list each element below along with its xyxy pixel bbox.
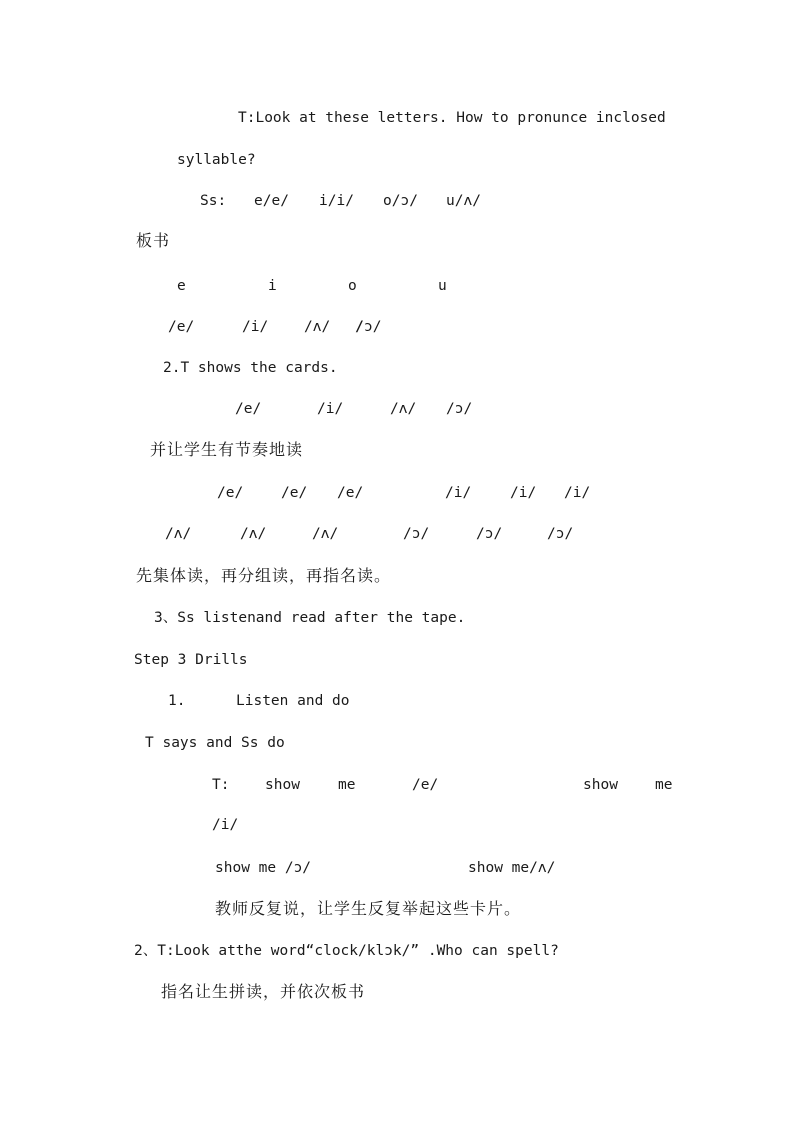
letter-item: o — [348, 278, 357, 294]
letter-item: e — [177, 278, 186, 294]
step-heading: Step 3 Drills — [134, 652, 248, 668]
text-line: 2、T:Look atthe word“clock/klɔk/” .Who can spell? — [134, 943, 559, 959]
phoneme-item: /ɔ/ — [476, 526, 503, 542]
text-line: show me /ɔ/ — [215, 860, 312, 876]
letter-item: i — [268, 278, 277, 294]
letter-item: u — [438, 278, 447, 294]
text-line: Ss: — [200, 193, 227, 209]
phoneme-item: /i/ — [317, 401, 344, 417]
text-line: 板书 — [136, 231, 171, 250]
text-line: show — [583, 777, 618, 793]
phoneme-item: /ʌ/ — [165, 526, 192, 542]
phoneme-item: /e/ — [235, 401, 262, 417]
text-line: 指名让生拼读，并依次板书 — [161, 982, 366, 1001]
phoneme-item: /i/ — [564, 485, 591, 501]
text-line: 教师反复说，让学生反复举起这些卡片。 — [215, 899, 522, 918]
phoneme-item: /e/ — [217, 485, 244, 501]
text-line: Listen and do — [236, 693, 350, 709]
phoneme-item: /e/ — [168, 319, 195, 335]
phoneme-item: /i/ — [212, 817, 239, 833]
text-line: show — [265, 777, 300, 793]
text-line: T:Look at these letters. How to pronunce inclosed — [238, 110, 666, 126]
phoneme-item: e/e/ — [254, 193, 289, 209]
text-line: 2.T shows the cards. — [163, 360, 338, 376]
phoneme-item: /ɔ/ — [446, 401, 473, 417]
text-line: T says and Ss do — [145, 735, 285, 751]
phoneme-item: /i/ — [510, 485, 537, 501]
text-line: syllable? — [177, 152, 256, 168]
phoneme-item: /ɔ/ — [547, 526, 574, 542]
phoneme-item: ɔ/ — [364, 319, 382, 335]
text-line: me — [338, 777, 356, 793]
phoneme-item: i/i/ — [319, 193, 354, 209]
text-line: 先集体读，再分组读，再指名读。 — [136, 566, 392, 585]
text-line: show me/ʌ/ — [468, 860, 556, 876]
list-number: 1. — [168, 693, 186, 709]
phoneme-item: /e/ — [337, 485, 364, 501]
phoneme-item: /ʌ/ — [304, 319, 331, 335]
phoneme-item: /e/ — [412, 777, 439, 793]
phoneme-item: /i/ — [242, 319, 269, 335]
phoneme-item: /i/ — [445, 485, 472, 501]
phoneme-item: /e/ — [281, 485, 308, 501]
text-line: T: — [212, 777, 230, 793]
text-line: 3、Ss listenand read after the tape. — [154, 610, 466, 626]
phoneme-item: /ʌ/ — [390, 401, 417, 417]
phoneme-item: u/ʌ/ — [446, 193, 481, 209]
phoneme-item: o/ɔ/ — [383, 193, 418, 209]
text-line: 并让学生有节奏地读 — [150, 440, 304, 459]
phoneme-item: /ʌ/ — [312, 526, 339, 542]
phoneme-slash: / — [355, 319, 364, 335]
phoneme-item: /ʌ/ — [240, 526, 267, 542]
text-line: me — [655, 777, 673, 793]
phoneme-item: /ɔ/ — [403, 526, 430, 542]
